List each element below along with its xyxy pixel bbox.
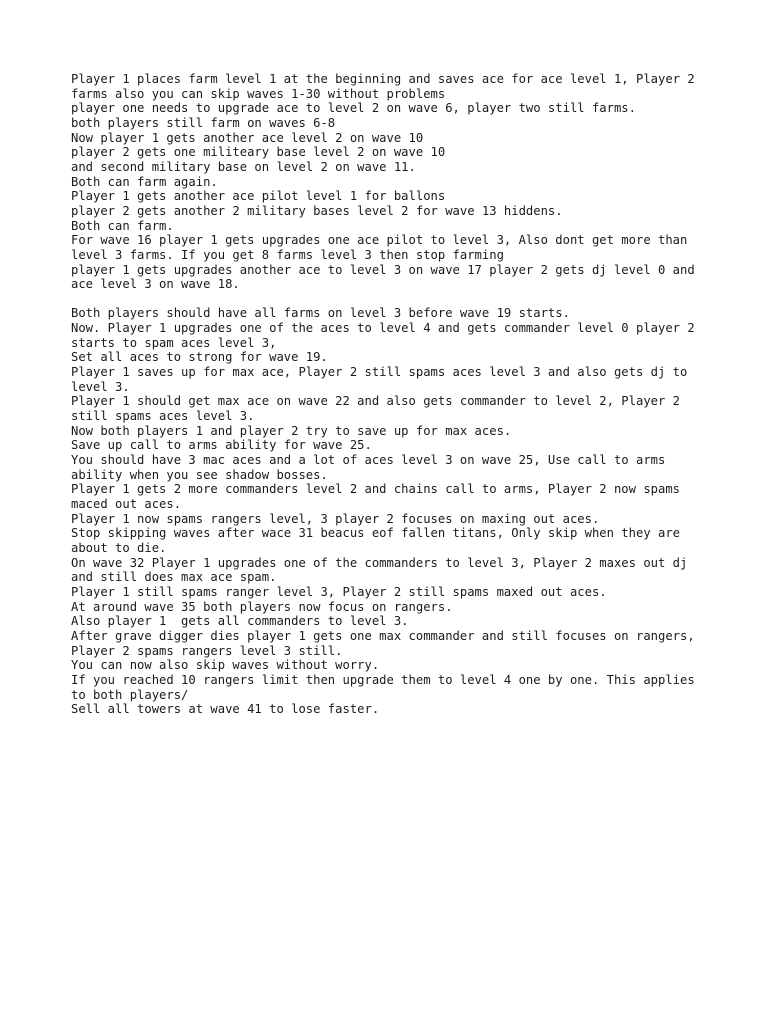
paragraph-21: You should have 3 mac aces and a lot of aces level 3 on wave 25, Use call to arms ability when you see shadow bosses.: [71, 453, 673, 482]
paragraph-11: For wave 16 player 1 gets upgrades one ace pilot to level 3, Also dont get more than level 3 farms. If you get 8 farms level 3 then stop farming: [71, 233, 695, 262]
paragraph-14: Both players should have all farms on level 3 before wave 19 starts.: [71, 306, 570, 321]
paragraph-9: player 2 gets another 2 military bases level 2 for wave 13 hiddens.: [71, 203, 563, 218]
document-body: [71, 72, 701, 717]
paragraph-29: After grave digger dies player 1 gets one max commander and still focuses on rangers, Player 2 spams rangers level 3 still.: [71, 628, 703, 658]
paragraph-20: Save up call to arms ability for wave 25.: [71, 438, 372, 453]
blank-line: [71, 292, 701, 307]
paragraph-27: At around wave 35 both players now focus on rangers.: [71, 599, 453, 614]
paragraph-31: If you reached 10 rangers limit then upgrade them to level 4 one by one. This applies to both players/: [71, 672, 703, 702]
paragraph-17: Player 1 saves up for max ace, Player 2 still spams aces level 3 and also gets dj to level 3.: [71, 365, 695, 394]
paragraph-19: Now both players 1 and player 2 try to save up for max aces.: [71, 423, 512, 438]
paragraph-28: Also player 1 gets all commanders to level 3.: [71, 614, 409, 629]
paragraph-16: Set all aces to strong for wave 19.: [71, 350, 328, 365]
paragraph-15: Now. Player 1 upgrades one of the aces to level 4 and gets commander level 0 player 2 starts to spam aces level 3,: [71, 321, 703, 350]
paragraph-8: Player 1 gets another ace pilot level 1 for ballons: [71, 189, 446, 204]
paragraph-24: Stop skipping waves after wace 31 beacus eof fallen titans, Only skip when they are about to die.: [71, 526, 688, 555]
paragraph-30: You can now also skip waves without worry.: [71, 658, 380, 673]
paragraph-22: Player 1 gets 2 more commanders level 2 and chains call to arms, Player 2 now spams maced out aces.: [71, 482, 688, 512]
paragraph-26: Player 1 still spams ranger level 3, Player 2 still spams maxed out aces.: [71, 584, 607, 599]
paragraph-10: Both can farm.: [71, 218, 174, 233]
paragraph-1: Player 1 places farm level 1 at the beginning and saves ace for ace level 1, Player 2 farms also you can skip waves 1-30 without problems: [71, 72, 703, 101]
paragraph-25: On wave 32 Player 1 upgrades one of the commanders to level 3, Player 2 maxes out dj and still does max ace spam.: [71, 555, 695, 585]
paragraph-2: player one needs to upgrade ace to level 2 on wave 6, player two still farms.: [71, 101, 636, 116]
paragraph-12: player 1 gets upgrades another ace to level 3 on wave 17 player 2 gets dj level 0 and ace level 3 on wave 18.: [71, 262, 703, 292]
paragraph-4: Now player 1 gets another ace level 2 on wave 10: [71, 130, 424, 145]
paragraph-6: and second military base on level 2 on wave 11.: [71, 159, 416, 174]
paragraph-23: Player 1 now spams rangers level, 3 player 2 focuses on maxing out aces.: [71, 511, 600, 526]
paragraph-5: player 2 gets one militeary base level 2 on wave 10: [71, 145, 446, 160]
paragraph-3: both players still farm on waves 6-8: [71, 115, 336, 130]
paragraph-32: Sell all towers at wave 41 to lose faster.: [71, 702, 380, 717]
paragraph-18: Player 1 should get max ace on wave 22 and also gets commander to level 2, Player 2 still spams aces level 3.: [71, 394, 688, 424]
paragraph-7: Both can farm again.: [71, 174, 218, 189]
